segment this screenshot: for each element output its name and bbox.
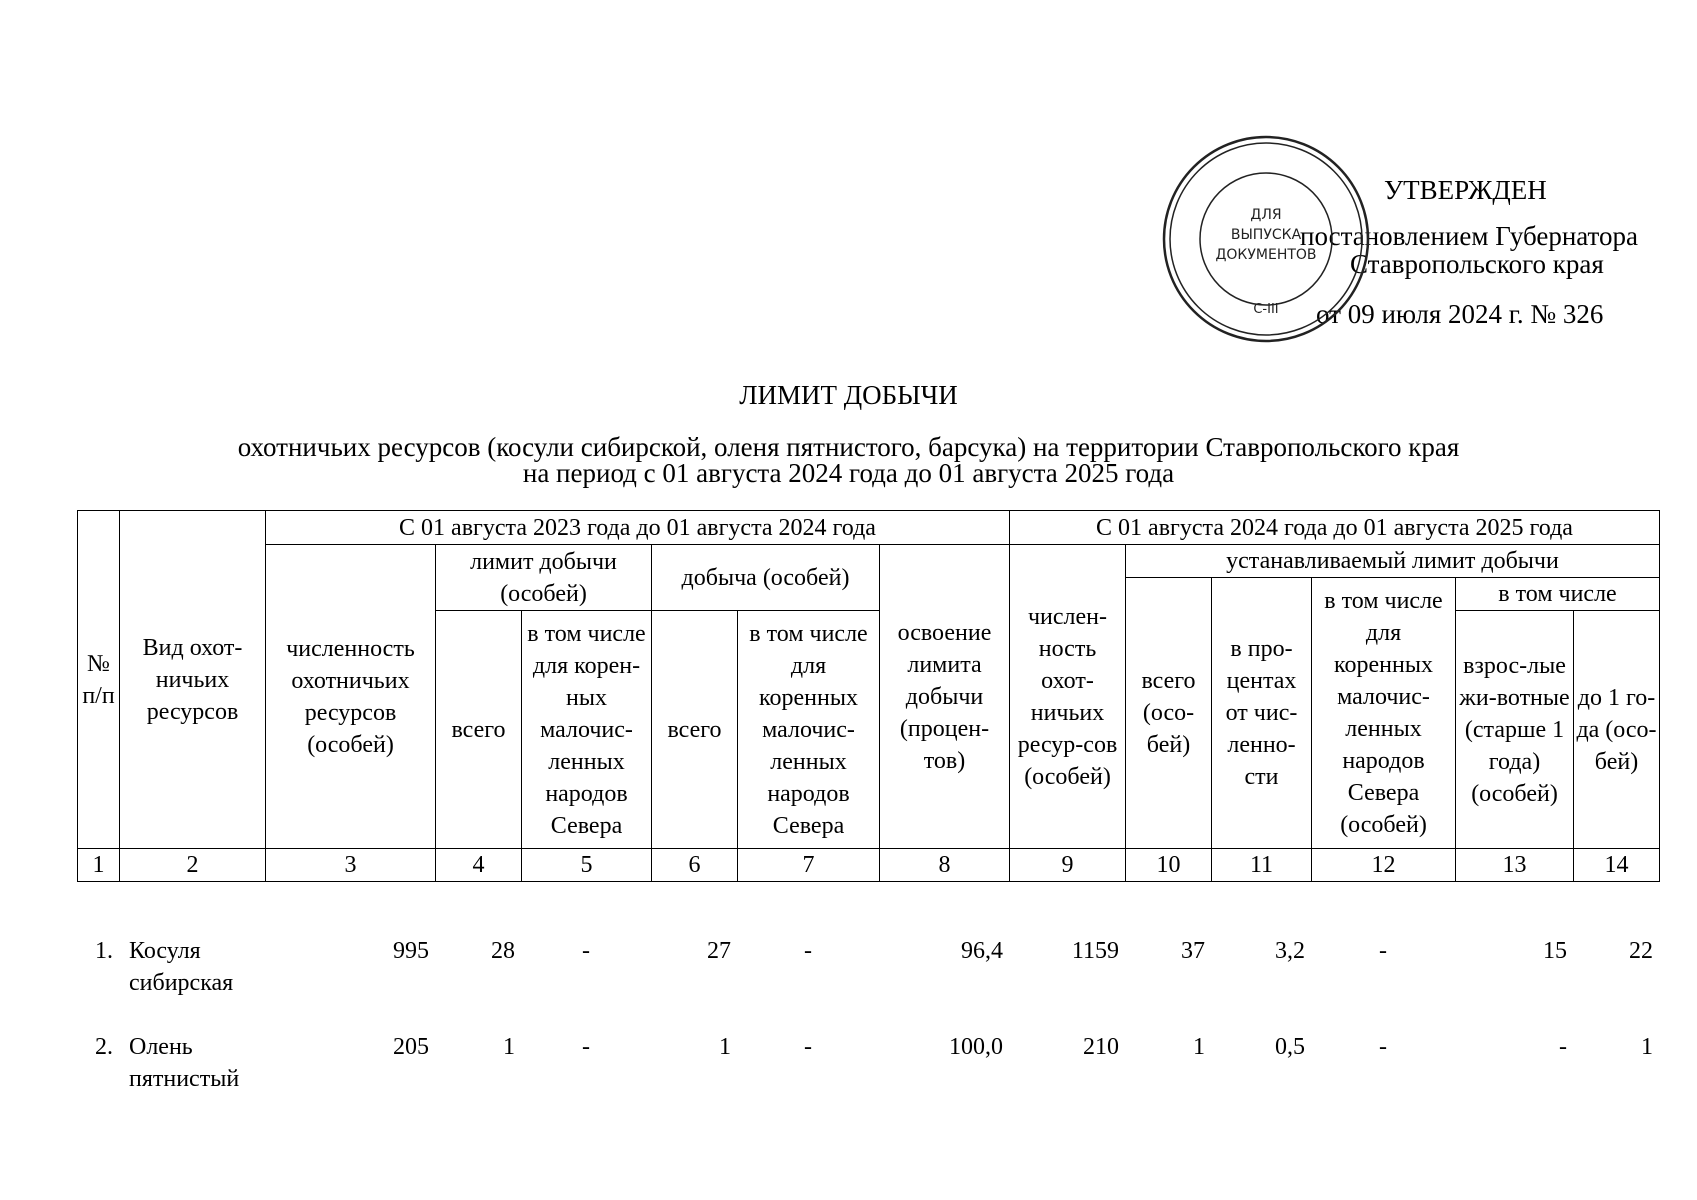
column-number-row	[78, 849, 1660, 882]
row-cell-c6: 1	[719, 1034, 731, 1060]
column-number-13: 13	[1456, 849, 1574, 882]
row-cell-c14: 1	[1641, 1034, 1653, 1060]
row-species	[119, 1031, 265, 1127]
row-cell-c8: 100,0	[949, 1034, 1003, 1060]
column-number-6: 6	[652, 849, 738, 882]
column-number-1: 1	[78, 849, 120, 882]
limit-table-body	[77, 935, 1659, 1127]
document-subtitle-line1: охотничьих ресурсов (косули сибирской, оленя пятнистого, барсука) на территории Ставропольского края	[237, 432, 1460, 462]
row-cell-c7: -	[804, 938, 812, 964]
header-limit-usage: освоение лимита добычи (процен-тов)	[880, 545, 1010, 849]
seal-center-line3: ДОКУМЕНТОВ	[1215, 247, 1317, 263]
row-cell-c11: 0,5	[1275, 1034, 1305, 1060]
column-number-3: 3	[266, 849, 436, 882]
document-title: ЛИМИТ ДОБЫЧИ	[739, 380, 958, 410]
column-number-5: 5	[522, 849, 652, 882]
column-number-7: 7	[738, 849, 880, 882]
header-num: № п/п	[78, 511, 120, 849]
document-subtitle-line2: на период с 01 августа 2024 года до 01 августа 2025 года	[522, 458, 1175, 488]
header-species: Вид охот-ничьих ресурсов	[120, 511, 266, 849]
row-cell-c10: 1	[1193, 1034, 1205, 1060]
row-cell-c3: 995	[393, 938, 429, 964]
row-cell-c12: -	[1379, 938, 1387, 964]
row-number: 1.	[95, 938, 113, 964]
row-cell-c5: -	[582, 1034, 590, 1060]
row-number: 2.	[95, 1034, 113, 1060]
header-harvest-total: всего	[652, 611, 738, 849]
header-adults: взрос-лые жи-вотные (старше 1 года) (особей)	[1456, 611, 1574, 849]
table-row	[77, 935, 1659, 1031]
header-total-ind: всего (осо-бей)	[1126, 578, 1212, 849]
row-species	[119, 935, 265, 1031]
row-cell-c9: 210	[1083, 1034, 1119, 1060]
document-subtitle	[0, 434, 1697, 486]
seal-center-line2: ВЫПУСКА	[1230, 227, 1302, 243]
table-row	[77, 1031, 1659, 1127]
row-cell-c13: -	[1559, 1034, 1567, 1060]
header-population-prev: численность охотничьих ресурсов (особей)	[266, 545, 436, 849]
row-cell-c3: 205	[393, 1034, 429, 1060]
header-incl-native-12: в том числе для коренных малочис-ленных народов Севера (особей)	[1312, 578, 1456, 849]
row-cell-c13: 15	[1543, 938, 1567, 964]
header-population-next: числен-ность охот-ничьих ресур-сов (особей)	[1010, 545, 1126, 849]
row-cell-c11: 3,2	[1275, 938, 1305, 964]
approval-line4: от 09 июля 2024 г. № 326	[1316, 299, 1604, 329]
row-cell-c5: -	[582, 938, 590, 964]
row-cell-c4: 28	[491, 938, 515, 964]
header-including: в том числе	[1456, 578, 1660, 611]
header-incl-native-7: в том числе для коренных малочис-ленных народов Севера	[738, 611, 880, 849]
header-period-prev: С 01 августа 2023 года до 01 августа 2024 года	[266, 511, 1010, 545]
header-period-next: С 01 августа 2024 года до 01 августа 2025 года	[1010, 511, 1660, 545]
row-species-line2: пятнистый	[129, 1066, 240, 1092]
header-harvest-group: добыча (особей)	[652, 545, 880, 611]
column-number-9: 9	[1010, 849, 1126, 882]
header-set-limit: устанавливаемый лимит добычи	[1126, 545, 1660, 578]
row-cell-c12: -	[1379, 1034, 1387, 1060]
header-under-year: до 1 го-да (осо-бей)	[1574, 611, 1660, 849]
row-species-line1: Олень	[129, 1034, 193, 1060]
approval-line1: УТВЕРЖДЕН	[1384, 175, 1547, 205]
seal-code: С-III	[1253, 302, 1279, 317]
approval-line2: постановлением Губернатора	[1300, 221, 1638, 251]
official-seal-stamp	[1160, 133, 1372, 345]
header-percent: в про-центах от чис-ленно-сти	[1212, 578, 1312, 849]
row-cell-c10: 37	[1181, 938, 1205, 964]
column-number-10: 10	[1126, 849, 1212, 882]
column-number-2: 2	[120, 849, 266, 882]
header-limit-group: лимит добычи (особей)	[436, 545, 652, 611]
row-cell-c14: 22	[1629, 938, 1653, 964]
row-species-line1: Косуля	[129, 938, 201, 964]
header-limit-total: всего	[436, 611, 522, 849]
column-number-14: 14	[1574, 849, 1660, 882]
approval-line3: Ставропольского края	[1350, 249, 1604, 279]
row-cell-c4: 1	[503, 1034, 515, 1060]
column-number-12: 12	[1312, 849, 1456, 882]
column-number-8: 8	[880, 849, 1010, 882]
row-species-line2: сибирская	[129, 970, 234, 996]
column-number-11: 11	[1212, 849, 1312, 882]
seal-center-line1: ДЛЯ	[1250, 207, 1282, 223]
header-incl-native-5: в том числе для корен-ных малочис-ленных народов Севера	[522, 611, 652, 849]
row-cell-c6: 27	[707, 938, 731, 964]
row-cell-c7: -	[804, 1034, 812, 1060]
row-cell-c9: 1159	[1071, 938, 1119, 964]
limit-table-header	[77, 510, 1660, 882]
column-number-4: 4	[436, 849, 522, 882]
row-cell-c8: 96,4	[961, 938, 1003, 964]
